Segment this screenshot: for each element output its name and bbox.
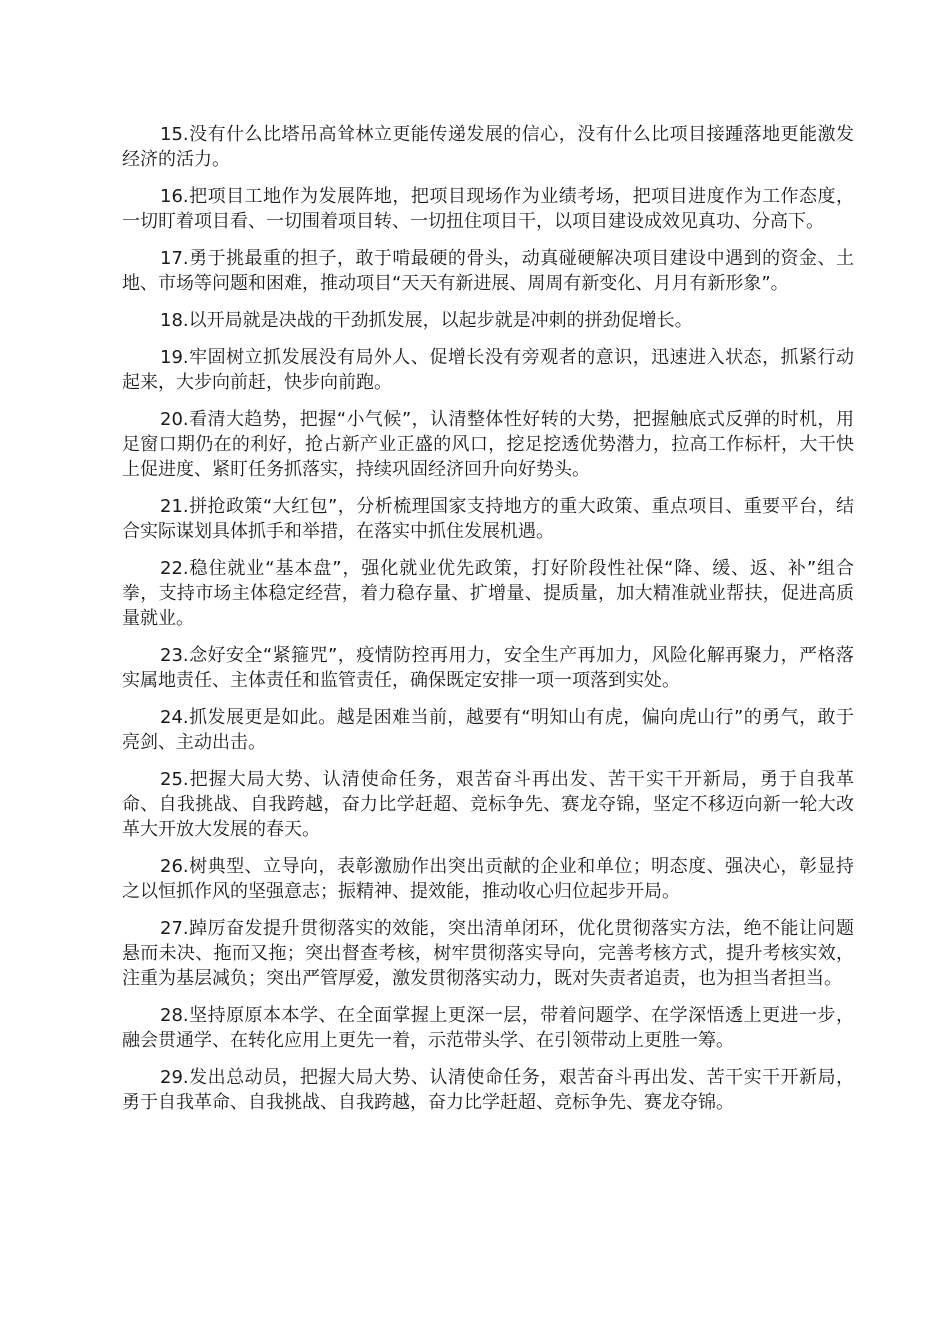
paragraph-23: 23.念好安全“紧箍咒”，疫情防控再用力，安全生产再加力，风险化解再聚力，严格落实属地责任、主体责任和监管责任，确保既定安排一项一项落到实处。: [122, 645, 854, 691]
paragraph-15: 15.没有什么比塔吊高耸林立更能传递发展的信心，没有什么比项目接踵落地更能激发经济的活力。: [122, 124, 854, 170]
paragraph-29: 29.发出总动员，把握大局大势、认清使命任务，艰苦奋斗再出发、苦干实干开新局，勇于自我革命、自我挑战、自我跨越，奋力比学赶超、竞标争先、赛龙夺锦。: [122, 1067, 854, 1113]
paragraph-16: 16.把项目工地作为发展阵地，把项目现场作为业绩考场，把项目进度作为工作态度，一切盯着项目看、一切围着项目转、一切扭住项目干，以项目建设成效见真功、分高下。: [122, 186, 854, 232]
paragraph-24: 24.抓发展更是如此。越是困难当前，越要有“明知山有虎，偏向虎山行”的勇气，敢于亮剑、主动出击。: [122, 707, 854, 753]
paragraph-21: 21.拼抢政策“大红包”，分析梳理国家支持地方的重大政策、重点项目、重要平台，结合实际谋划具体抓手和举措，在落实中抓住发展机遇。: [122, 496, 854, 542]
paragraph-25: 25.把握大局大势、认清使命任务，艰苦奋斗再出发、苦干实干开新局，勇于自我革命、自我挑战、自我跨越，奋力比学赶超、竞标争先、赛龙夺锦，坚定不移迈向新一轮大改革大开放大发展的春天。: [122, 769, 854, 840]
paragraph-17: 17.勇于挑最重的担子，敢于啃最硬的骨头，动真碰硬解决项目建设中遇到的资金、土地、市场等问题和困难，推动项目“天天有新进展、周周有新变化、月月有新形象”。: [122, 248, 854, 294]
paragraph-27: 27.踔厉奋发提升贯彻落实的效能，突出清单闭环，优化贯彻落实方法，绝不能让问题悬而未决、拖而又拖；突出督查考核，树牢贯彻落实导向，完善考核方式，提升考核实效，注重为基层减负；突出严管厚爱，激发贯彻落实动力，既对失责者追责，也为担当者担当。: [122, 918, 854, 989]
paragraph-26: 26.树典型、立导向，表彰激励作出突出贡献的企业和单位；明态度、强决心，彰显持之以恒抓作风的坚强意志；振精神、提效能，推动收心归位起步开局。: [122, 856, 854, 902]
paragraph-22: 22.稳住就业“基本盘”，强化就业优先政策，打好阶段性社保“降、缓、返、补”组合拳，支持市场主体稳定经营，着力稳存量、扩增量、提质量，加大精准就业帮扶，促进高质量就业。: [122, 558, 854, 629]
paragraph-18: 18.以开局就是决战的干劲抓发展，以起步就是冲刺的拼劲促增长。: [160, 310, 693, 331]
paragraph-28: 28.坚持原原本本学、在全面掌握上更深一层，带着问题学、在学深悟透上更进一步，融会贯通学、在转化应用上更先一着，示范带头学、在引领带动上更胜一筹。: [122, 1005, 854, 1051]
paragraph-19: 19.牢固树立抓发展没有局外人、促增长没有旁观者的意识，迅速进入状态，抓紧行动起来，大步向前赶，快步向前跑。: [122, 347, 854, 393]
document-page: [122, 122, 854, 1127]
paragraph-20: 20.看清大趋势，把握“小气候”，认清整体性好转的大势，把握触底式反弹的时机，用足窗口期仍在的利好，抢占新产业正盛的风口，挖足挖透优势潜力，拉高工作标杆，大干快上促进度、紧盯任务抓落实，持续巩固经济回升向好势头。: [122, 409, 854, 480]
